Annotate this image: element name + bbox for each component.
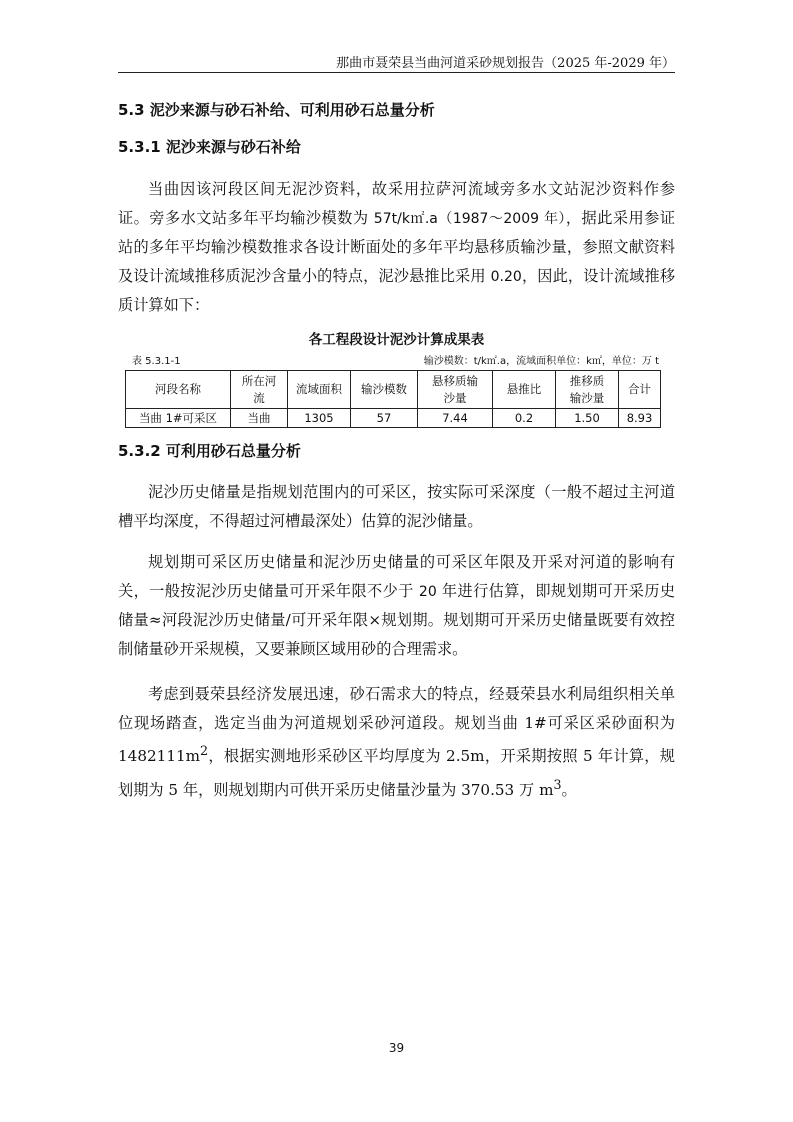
- section-5-3-2-paragraph-3: [118, 680, 675, 804]
- col-header-modulus: 输沙模数: [351, 371, 418, 409]
- paragraph-text: 考虑到聂荣县经济发展迅速，砂石需求大的特点，经聂荣县水利局组织相关单位现场踏查，选定当曲为河道规划采砂河道段。规划当曲 1#可采区采砂面积为 1482111m: [118, 685, 675, 766]
- table-title: 各工程段设计泥沙计算成果表: [308, 332, 485, 348]
- col-header-segment: 河段名称: [126, 371, 231, 409]
- section-5-3-2-heading: 5.3.2 可利用砂石总量分析: [118, 442, 301, 460]
- col-header-bedload-line1: 推移质: [569, 373, 605, 388]
- page-number: 39: [388, 1041, 405, 1055]
- col-header-bedload-line2: 输沙量: [569, 390, 605, 405]
- section-5-3-heading: 5.3 泥沙来源与砂石补给、可利用砂石总量分析: [118, 101, 435, 119]
- cell-bedload: 1.50: [556, 409, 619, 428]
- sediment-results-table: [125, 370, 661, 428]
- cell-suspended: 7.44: [418, 409, 493, 428]
- superscript: 2: [200, 743, 209, 758]
- col-header-river-line2: 流: [253, 390, 265, 405]
- section-5-3-2-paragraph-1: 泥沙历史储量是指规划范围内的可采区，按实际可采深度（一般不超过主河道槽平均深度，不得超过河槽最深处）估算的泥沙储量。: [118, 483, 675, 530]
- paragraph-text-ratio: 0.20: [490, 268, 522, 285]
- col-header-area: 流域面积: [288, 371, 351, 409]
- col-header-ratio: 悬推比: [493, 371, 556, 409]
- cell-river: 当曲: [231, 409, 288, 428]
- col-header-suspended: [418, 371, 493, 409]
- section-5-3-1-paragraph: [118, 175, 675, 320]
- paragraph-text: ，据此采用参证站的多年平均输沙模数推求各设计断面处的多年平均悬移质输沙量，参照文献资料及设计流域推移质泥沙含量小的特点，泥沙悬推比采用: [118, 208, 676, 285]
- cell-modulus: 57: [351, 409, 418, 428]
- paragraph-text-modulus: 57t/k㎡.a（1987～2009 年）: [373, 210, 566, 227]
- table-header-row: [126, 371, 661, 409]
- table-units-note: 输沙模数：t/k㎡.a，流域面积单位：k㎡，单位：万 t: [423, 356, 659, 367]
- col-header-suspended-line2: 沙量: [443, 390, 467, 405]
- paragraph-text: 当曲因该河段区间无泥沙资料，故采用拉萨河流域旁多水文站泥沙资料作参证。旁多水文站多年平均输沙模数为: [118, 180, 675, 227]
- cell-ratio: 0.2: [493, 409, 556, 428]
- cell-segment: 当曲 1#可采区: [126, 409, 231, 428]
- col-header-river: [231, 371, 288, 409]
- col-header-suspended-line1: 悬移质输: [432, 373, 478, 388]
- paragraph-text: 规划期可采区历史储量和泥沙历史储量的可采区年限及开采对河道的影响有关，一般按泥沙历史储量可开采年限不少于: [118, 553, 675, 600]
- paragraph-text-years: 20: [418, 583, 437, 600]
- section-5-3-2-paragraph-2: [118, 548, 675, 663]
- running-header: 那曲市聂荣县当曲河道采砂规划报告（2025 年-2029 年）: [336, 56, 675, 71]
- paragraph-text: ，因此，设计流域推移质计算如下：: [118, 266, 676, 314]
- table-row: [126, 409, 661, 428]
- col-header-bedload: [556, 371, 619, 409]
- paragraph-text: 年进行估算，即规划期可开采历史储量≈河段泥沙历史储量/可开采年限×规划期。规划期可开采历史储量既要有效控制储量砂开采规模，又要兼顾区域用砂的合理需求。: [118, 581, 676, 658]
- section-5-3-1-heading: 5.3.1 泥沙来源与砂石补给: [118, 138, 301, 156]
- table-number: 表 5.3.1-1: [132, 356, 181, 367]
- superscript: 3: [553, 776, 562, 792]
- header-rule: [118, 72, 675, 73]
- cell-area: 1305: [288, 409, 351, 428]
- paragraph-text: ，根据实测地形采砂区平均厚度为 2.5m，开采期按照 5 年计算，规划期为 5 年，则规划期内可供开采历史储量沙量为 370.53 万 m: [118, 747, 675, 799]
- col-header-river-line1: 所在河: [241, 373, 277, 388]
- cell-total: 8.93: [619, 409, 661, 428]
- paragraph-text: 。: [561, 780, 577, 799]
- col-header-total: 合计: [619, 371, 661, 409]
